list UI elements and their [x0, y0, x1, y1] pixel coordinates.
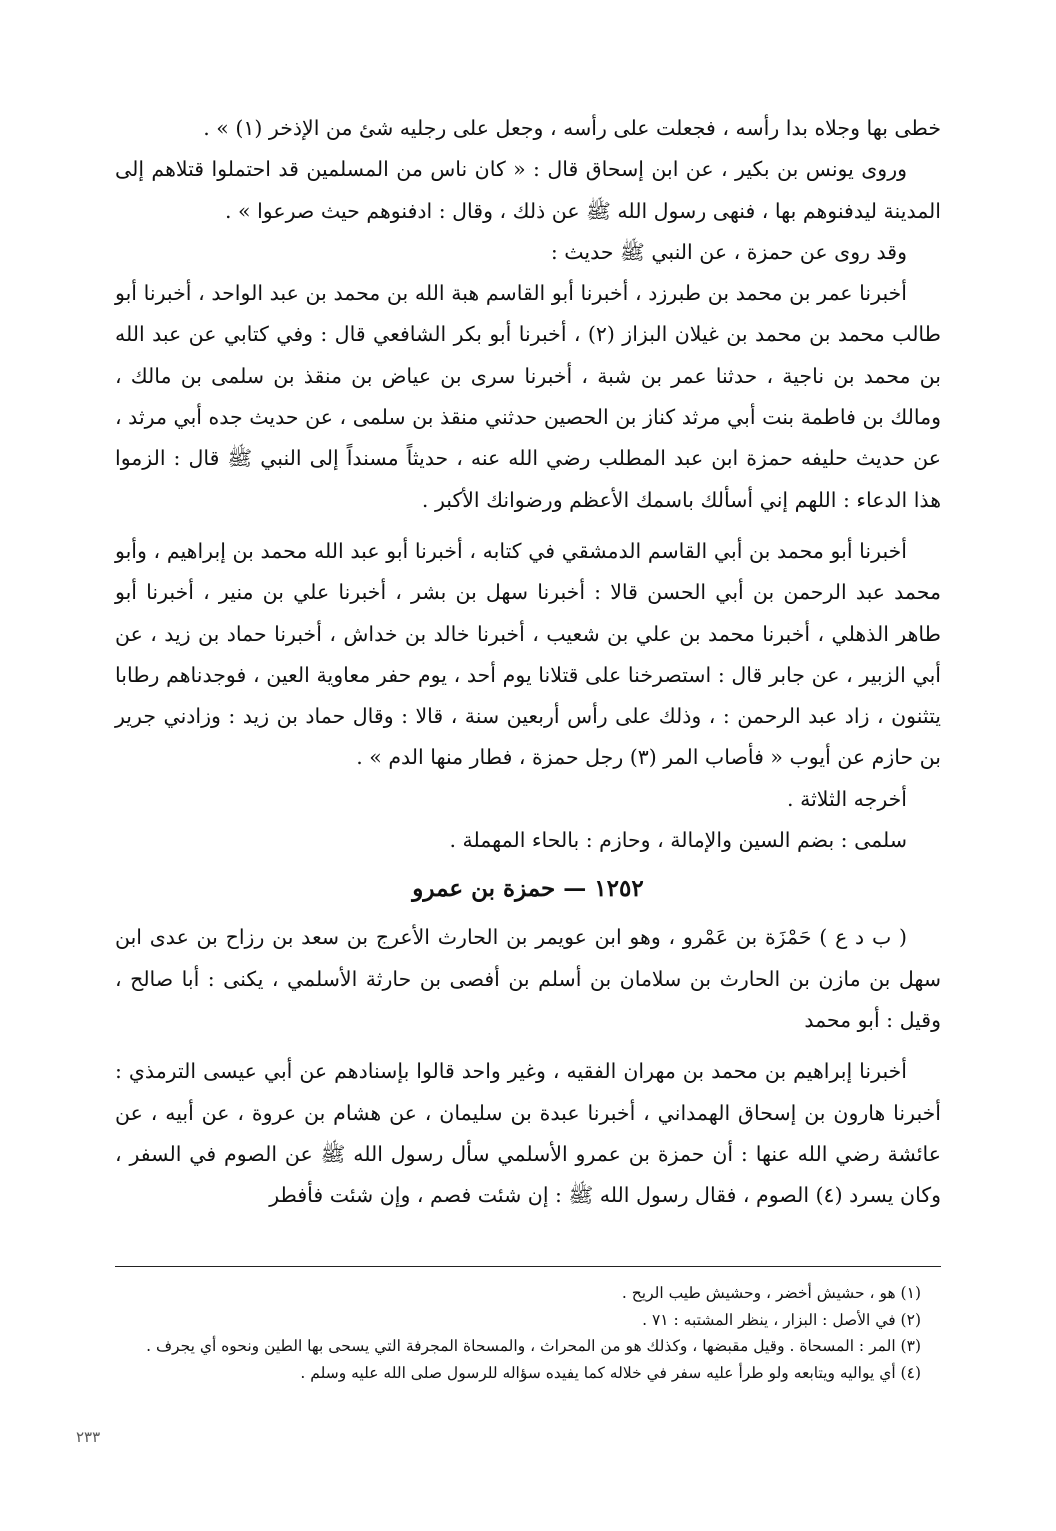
paragraph-3: وقد روى عن حمزة ، عن النبي ﷺ حديث :: [550, 239, 907, 264]
paragraph-6: أخرجه الثلاثة .: [787, 786, 907, 811]
main-text: [115, 108, 941, 1216]
paragraph-1: خطى بها وجلاه بدا رأسه ، فجعلت على رأسه ، وجعل على رجليه شئ من الإذخر (١) » .: [203, 116, 941, 140]
page-number: ٢٣٣: [76, 1428, 101, 1446]
footnote-1: (١) هو ، حشيش أخضر ، وحشيش طيب الريح .: [621, 1284, 921, 1302]
footnote-divider: [115, 1266, 941, 1267]
paragraph-4: أخبرنا عمر بن محمد بن طبرزد ، أخبرنا أبو القاسم هبة الله بن محمد بن عبد الواحد ، أخبرنا أبو طالب محمد بن محمد بن غيلان البزاز (٢) ، أخبرنا أبو بكر الشافعي قال : وفي كتابي عن عبد الله بن محمد بن ناجية ، حدثنا عمر بن شبة ، أخبرنا سرى بن عياض بن منقذ بن سلمى بن مالك ، ومالك بن فاطمة بنت أبي مرثد كناز بن الحصين حدثني منقذ بن سلمى ، عن حديث جده أبي مرثد ، عن حديث حليفه حمزة ابن عبد المطلب رضي الله عنه ، حديثاً مسنداً إلى النبي ﷺ قال : الزموا هذا الدعاء : اللهم إني أسألك باسمك الأعظم ورضوانك الأكبر .: [115, 281, 941, 512]
paragraph-9: أخبرنا إبراهيم بن محمد بن مهران الفقيه ، وغير واحد قالوا بإسنادهم عن أبي عيسى الترمذي : أخبرنا هارون بن إسحاق الهمداني ، أخبرنا عبدة بن سليمان ، عن هشام بن عروة ، عن أبيه ، عن عائشة رضي الله عنها : أن حمزة بن عمرو الأسلمي سأل رسول الله ﷺ عن الصوم في السفر ، وكان يسرد (٤) الصوم ، فقال رسول الله ﷺ : إن شئت فصم ، وإن شئت فأفطر: [115, 1059, 941, 1208]
section-heading: ١٢٥٢ — حمزة بن عمرو: [412, 875, 644, 903]
paragraph-8: ( ب د ع ) حَمْزَة بن عَمْرو ، وهو ابن عويمر بن الحارث الأعرج بن سعد بن رزاح بن عدى ابن سهل بن مازن بن الحارث بن سلامان بن أسلم بن أفصى بن حارثة الأسلمي ، يكنى : أبا صالح ، وقيل : أبو محمد: [115, 925, 941, 1032]
footnotes: [115, 1280, 921, 1386]
footnote-4: (٤) أي يواليه ويتابعه ولو طرأ عليه سفر في خلاله كما يفيده سؤاله للرسول صلى الله عليه وسلم .: [300, 1363, 921, 1382]
paragraph-7: سلمى : بضم السين والإمالة ، وحازم : بالحاء المهملة .: [449, 828, 907, 853]
paragraph-2: وروى يونس بن بكير ، عن ابن إسحاق قال : « كان ناس من المسلمين قد احتملوا قتلاهم إلى المدينة ليدفنوهم بها ، فنهى رسول الله ﷺ عن ذلك ، وقال : ادفنوهم حيث صرعوا » .: [115, 157, 941, 223]
paragraph-5: أخبرنا أبو محمد بن أبي القاسم الدمشقي في كتابه ، أخبرنا أبو عبد الله محمد بن إبراهيم ، وأبو محمد عبد الرحمن بن أبي الحسن قالا : أخبرنا سهل بن بشر ، أخبرنا علي بن منير ، أخبرنا أبو طاهر الذهلي ، أخبرنا محمد بن علي بن شعيب ، أخبرنا خالد بن خداش ، أخبرنا حماد بن زيد ، عن أبي الزبير ، عن جابر قال : استصرخنا على قتلانا يوم أحد ، يوم حفر معاوية العين ، فوجدناهم رطابا يتثنون ، زاد عبد الرحمن : ، وذلك على رأس أربعين سنة ، قالا : وقال حماد بن زيد : وزادني جرير بن حازم عن أيوب « فأصاب المر (٣) رجل حمزة ، فطار منها الدم » .: [115, 538, 941, 770]
footnote-3: (٣) المر : المسحاة . وقيل مقبضها ، وكذلك هو من المحراث ، والمسحاة المجرفة التي يسحى بها الطين ونحوه أي يجرف .: [146, 1337, 921, 1355]
footnote-2: (٢) في الأصل : البزار ، ينظر المشتبه : ٧١ .: [642, 1310, 921, 1329]
